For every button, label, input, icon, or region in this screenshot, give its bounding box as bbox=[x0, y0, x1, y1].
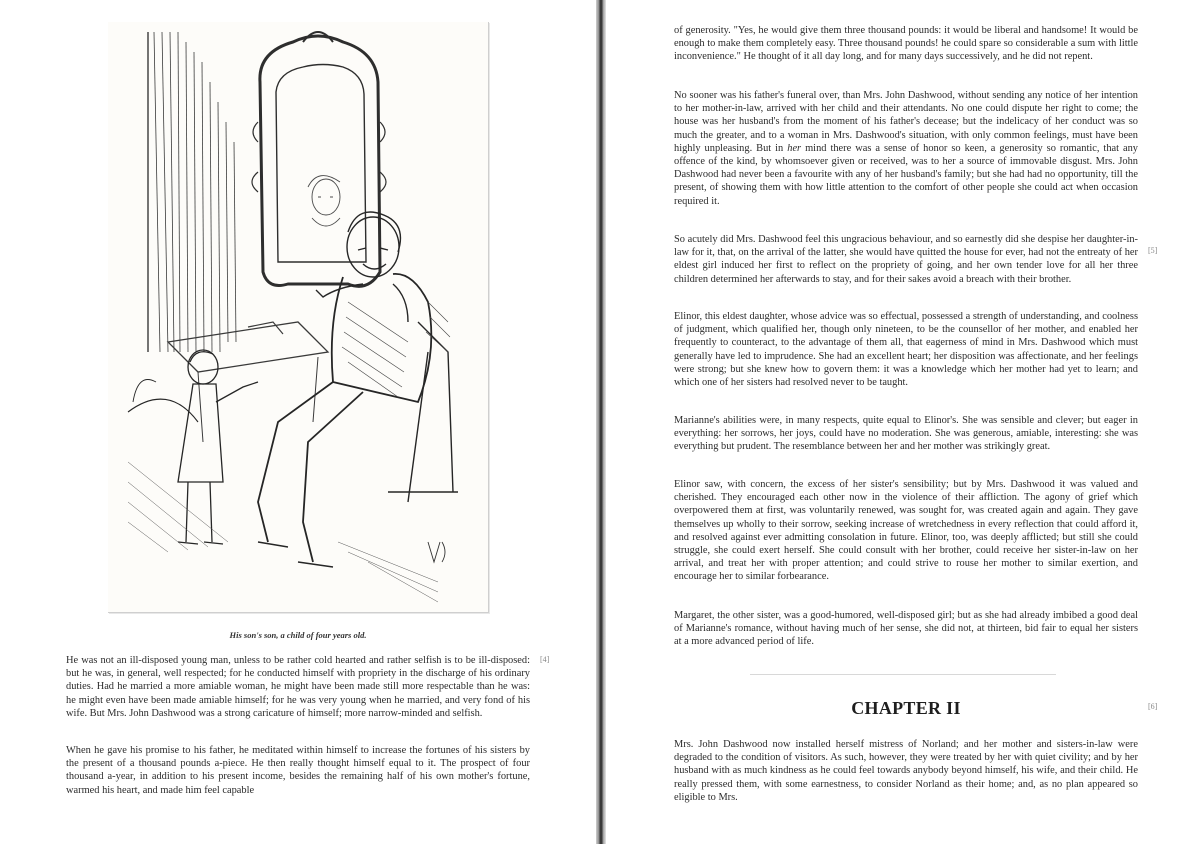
paragraph: Marianne's abilities were, in many respects, quite equal to Elinor's. She was sensible and clever; but eager in everything: her sorrows, her joys, could have no moderation. She was generous, amiable, interesting: she was everything but prudent. The resemblance between her and her mother was strikingly great. bbox=[674, 415, 1138, 453]
paragraph: of generosity. "Yes, he would give them three thousand pounds: it would be liberal and handsome! It would be enough to make them completely easy. Three thousand pounds! he could spare so considerable a sum with little inconvenience." He thought of it all day long, and for many days successively, and he did not repent. bbox=[674, 25, 1138, 63]
chapter-heading: CHAPTER II bbox=[851, 698, 961, 718]
chapter-separator bbox=[750, 674, 1056, 675]
illustration-engraving bbox=[108, 22, 488, 612]
page-marker: [5] bbox=[1148, 246, 1158, 255]
page-gutter-divider bbox=[596, 0, 606, 844]
paragraph: When he gave his promise to his father, he meditated within himself to increase the fortunes of his sisters by the present of a thousand pounds a-piece. He then really thought himself equal to it. The prospect of four thousand a-year, in addition to his present income, besides the remaining half of his own mother's fortune, warmed his heart, and made him feel capable bbox=[66, 745, 530, 796]
paragraph: So acutely did Mrs. Dashwood feel this ungracious behaviour, and so earnestly did she despise her daughter-in-law for it, that, on the arrival of the latter, she would have quitted the house for ever, had not the entreaty of her eldest girl induced her first to reflect on the propriety of going, and her own tender love for all her three children determined her afterwards to stay, and for their sakes avoid a breach with their brother. bbox=[674, 234, 1138, 285]
chapter-paragraph: Mrs. John Dashwood now installed herself mistress of Norland; and her mother and sisters-in-law were degraded to the condition of visitors. As such, however, they were treated by her with quiet civility; and by her husband with as much kindness as he could feel towards anybody beyond himself, his wife, and their child. He really pressed them, with some earnestness, to consider Norland as their home; and, as no plan appeared so eligible to Mrs. bbox=[674, 739, 1138, 803]
chapter-illustration bbox=[108, 22, 489, 613]
page-marker: [4] bbox=[540, 655, 550, 664]
paragraph: Elinor, this eldest daughter, whose advice was so effectual, possessed a strength of understanding, and coolness of judgment, which qualified her, though only nineteen, to be the counsellor of her mother, and enabled her frequently to counteract, to the advantage of them all, that eagerness of mind in Mrs. Dashwood which must generally have led to imprudence. She had an excellent heart; her disposition was affectionate, and her feelings were strong; but she knew how to govern them: it was a knowledge which her mother had yet to learn; and which one of her sisters had resolved never to be taught. bbox=[674, 311, 1138, 389]
emphasis: her bbox=[787, 142, 802, 154]
page-marker: [6] bbox=[1148, 702, 1158, 711]
left-page bbox=[0, 0, 596, 844]
paragraph: Margaret, the other sister, was a good-humored, well-disposed girl; but as she had already imbibed a good deal of Marianne's romance, without having much of her sense, she did not, at thirteen, bid fair to equal her sisters at a more advanced period of life. bbox=[674, 610, 1138, 648]
paragraph: Elinor saw, with concern, the excess of her sister's sensibility; but by Mrs. Dashwood it was valued and cherished. They encouraged each other now in the violence of their affliction. The agony of grief which overpowered them at first, was voluntarily renewed, was sought for, was created again and again. They gave themselves up wholly to their sorrow, seeking increase of wretchedness in every reflection that could afford it, and resolved against ever admitting consolation in future. Elinor, too, was deeply afflicted; but still she could struggle, she could exert herself. She could consult with her brother, could receive her sister-in-law on her arrival, and treat her with proper attention; and could strive to rouse her mother to similar exertion, and encourage her to similar forbearance. bbox=[674, 479, 1138, 583]
illustration-caption: His son's son, a child of four years old. bbox=[229, 630, 367, 640]
paragraph: No sooner was his father's funeral over, than Mrs. John Dashwood, without sending any notice of her intention to her mother-in-law, arrived with her child and their attendants. No one could dispute her right to come; the house was her husband's from the moment of his father's decease; but the indelicacy of her conduct was so much the greater, and to a woman in Mrs. Dashwood's situation, with only common feelings, must have been highly unpleasing. But in her mind there was a sense of honor so keen, a generosity so romantic, that any offence of the kind, by whomsoever given or received, was to her a source of immovable disgust. Mrs. John Dashwood had never been a favourite with any of her husband's family; but she had had no opportunity, till the present, of showing them with how little attention to the comfort of other people she could act when occasion required it. bbox=[674, 90, 1139, 207]
paragraph: He was not an ill-disposed young man, unless to be rather cold hearted and rather selfish is to be ill-disposed: but he was, in general, well respected; for he conducted himself with propriety in the discharge of his ordinary duties. Had he married a more amiable woman, he might have been made still more respectable than he was: he might even have been made amiable himself; for he was very young when he married, and very fond of his wife. But Mrs. John Dashwood was a strong caricature of himself; more narrow-minded and selfish. bbox=[66, 655, 530, 719]
